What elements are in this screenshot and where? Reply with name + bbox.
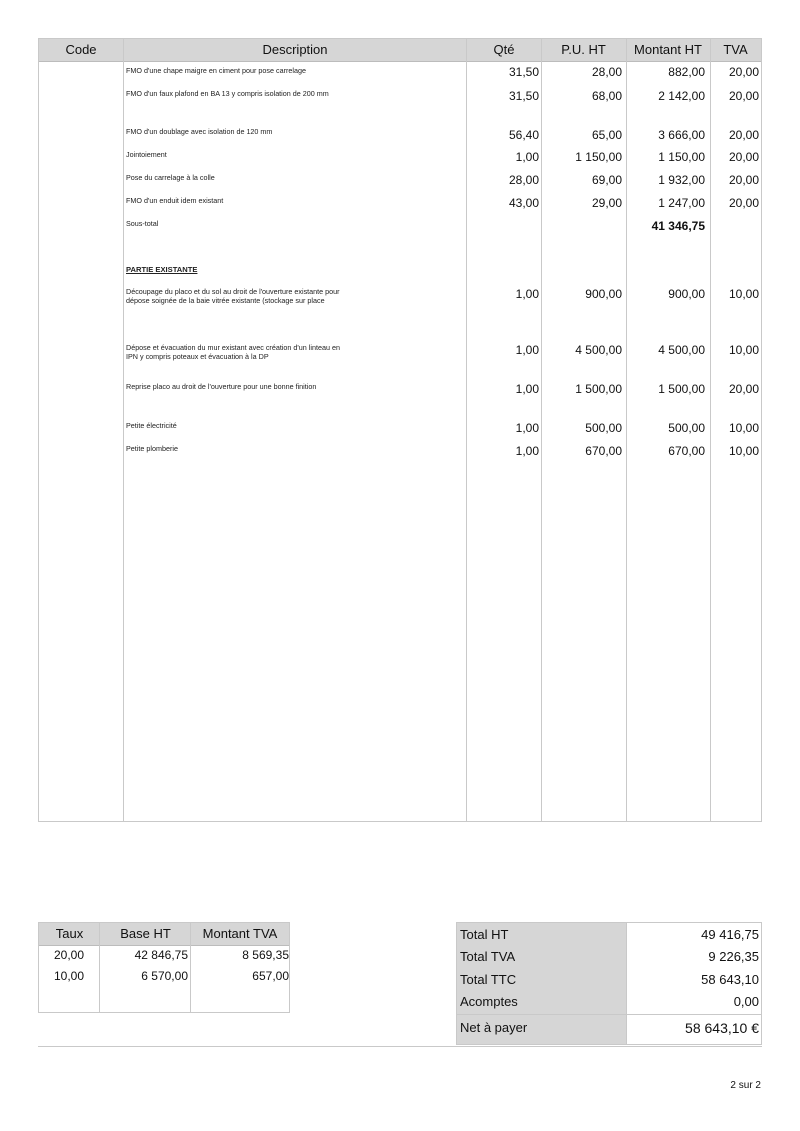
- row-pu: 69,00: [591, 173, 622, 187]
- vat-montant-tva: 657,00: [252, 969, 289, 983]
- acomptes-label: Acomptes: [460, 994, 518, 1009]
- header-description: Description: [262, 42, 328, 57]
- total-tva-label: Total TVA: [460, 949, 516, 964]
- row-description: FMO d'un enduit idem existant: [126, 196, 224, 205]
- row-tva: 20,00: [728, 89, 759, 103]
- row-description: Reprise placo au droit de l'ouverture pour une bonne finition: [126, 382, 317, 391]
- header-taux: Taux: [55, 926, 84, 941]
- row-qte: 1,00: [515, 382, 539, 396]
- row-montant: 1 150,00: [658, 150, 705, 164]
- subtotal-value: 41 346,75: [651, 219, 705, 233]
- row-montant: 4 500,00: [658, 343, 705, 357]
- row-tva: 10,00: [728, 287, 759, 301]
- vat-base-ht: 6 570,00: [141, 969, 188, 983]
- row-tva: 20,00: [728, 196, 759, 210]
- total-ttc-value: 58 643,10: [701, 972, 759, 987]
- net-payer-value: 58 643,10 €: [685, 1020, 759, 1036]
- header-pu-ht: P.U. HT: [561, 42, 606, 57]
- row-description: Petite plomberie: [126, 444, 178, 453]
- acomptes-value: 0,00: [733, 994, 759, 1009]
- total-ht-label: Total HT: [460, 927, 509, 942]
- total-ttc-row: [457, 969, 761, 991]
- row-qte: 43,00: [508, 196, 539, 210]
- row-pu: 29,00: [591, 196, 622, 210]
- total-ht-value: 49 416,75: [701, 927, 759, 942]
- section-title: PARTIE EXISTANTE: [126, 265, 198, 274]
- acomptes-row: [457, 991, 761, 1013]
- column-divider: [123, 39, 124, 821]
- row-description: FMO d'une chape maigre en ciment pour pose carrelage: [126, 66, 306, 75]
- row-montant: 1 932,00: [658, 173, 705, 187]
- row-tva: 10,00: [728, 444, 759, 458]
- row-pu: 4 500,00: [575, 343, 622, 357]
- vat-taux: 20,00: [54, 948, 85, 962]
- totals-box: [456, 922, 762, 1045]
- row-tva: 10,00: [728, 343, 759, 357]
- row-pu: 900,00: [585, 287, 622, 301]
- vat-summary-table: [38, 922, 290, 1013]
- subtotal-label: Sous-total: [126, 219, 159, 228]
- header-qte: Qté: [493, 42, 515, 57]
- row-pu: 670,00: [585, 444, 622, 458]
- row-description: Jointoiement: [126, 150, 167, 159]
- row-montant: 1 500,00: [658, 382, 705, 396]
- total-ht-row: [457, 924, 761, 946]
- row-tva: 20,00: [728, 65, 759, 79]
- row-tva: 20,00: [728, 128, 759, 142]
- row-pu: 1 150,00: [575, 150, 622, 164]
- vat-montant-tva: 8 569,35: [242, 948, 289, 962]
- row-qte: 31,50: [508, 65, 539, 79]
- row-montant: 900,00: [668, 287, 705, 301]
- total-ttc-label: Total TTC: [460, 972, 517, 987]
- total-tva-value: 9 226,35: [708, 949, 759, 964]
- page-number: 2 sur 2: [730, 1080, 761, 1091]
- row-pu: 65,00: [591, 128, 622, 142]
- row-qte: 1,00: [515, 444, 539, 458]
- row-description: Dépose et évacuation du mur existant avec création d'un linteau en IPN y compris poteaux et évacuation à la DP: [126, 343, 340, 362]
- row-qte: 1,00: [515, 150, 539, 164]
- vat-summary-header: [39, 923, 289, 946]
- header-tva: TVA: [723, 42, 748, 57]
- row-description: FMO d'un faux plafond en BA 13 y compris isolation de 200 mm: [126, 89, 329, 98]
- row-tva: 20,00: [728, 173, 759, 187]
- row-qte: 1,00: [515, 287, 539, 301]
- row-pu: 1 500,00: [575, 382, 622, 396]
- column-divider: [190, 923, 191, 1012]
- row-qte: 56,40: [508, 128, 539, 142]
- total-tva-row: [457, 946, 761, 968]
- row-description: Petite électricité: [126, 421, 177, 430]
- row-montant: 500,00: [668, 421, 705, 435]
- footer-divider: [38, 1046, 762, 1047]
- row-montant: 670,00: [668, 444, 705, 458]
- row-pu: 500,00: [585, 421, 622, 435]
- header-montant-tva: Montant TVA: [202, 926, 278, 941]
- vat-base-ht: 42 846,75: [134, 948, 188, 962]
- table-header: [39, 39, 761, 62]
- row-pu: 28,00: [591, 65, 622, 79]
- row-montant: 882,00: [668, 65, 705, 79]
- row-montant: 2 142,00: [658, 89, 705, 103]
- totals-divider: [457, 1014, 761, 1015]
- column-divider: [99, 923, 100, 1012]
- row-qte: 31,50: [508, 89, 539, 103]
- row-pu: 68,00: [591, 89, 622, 103]
- row-montant: 3 666,00: [658, 128, 705, 142]
- row-description: Découpage du placo et du sol au droit de l'ouverture existante pour dépose soignée de la baie vitrée existante (stockage sur place: [126, 287, 340, 306]
- row-tva: 20,00: [728, 382, 759, 396]
- vat-taux: 10,00: [54, 969, 85, 983]
- net-payer-label: Net à payer: [460, 1020, 528, 1035]
- header-base-ht: Base HT: [120, 926, 171, 941]
- net-payer-row: [457, 1017, 761, 1039]
- row-montant: 1 247,00: [658, 196, 705, 210]
- row-description: Pose du carrelage à la colle: [126, 173, 215, 182]
- row-qte: 1,00: [515, 343, 539, 357]
- row-tva: 10,00: [728, 421, 759, 435]
- row-qte: 1,00: [515, 421, 539, 435]
- header-montant-ht: Montant HT: [634, 42, 702, 57]
- row-tva: 20,00: [728, 150, 759, 164]
- row-qte: 28,00: [508, 173, 539, 187]
- row-description: FMO d'un doublage avec isolation de 120 mm: [126, 127, 273, 136]
- header-code: Code: [65, 42, 97, 57]
- line-items-table: [38, 38, 762, 822]
